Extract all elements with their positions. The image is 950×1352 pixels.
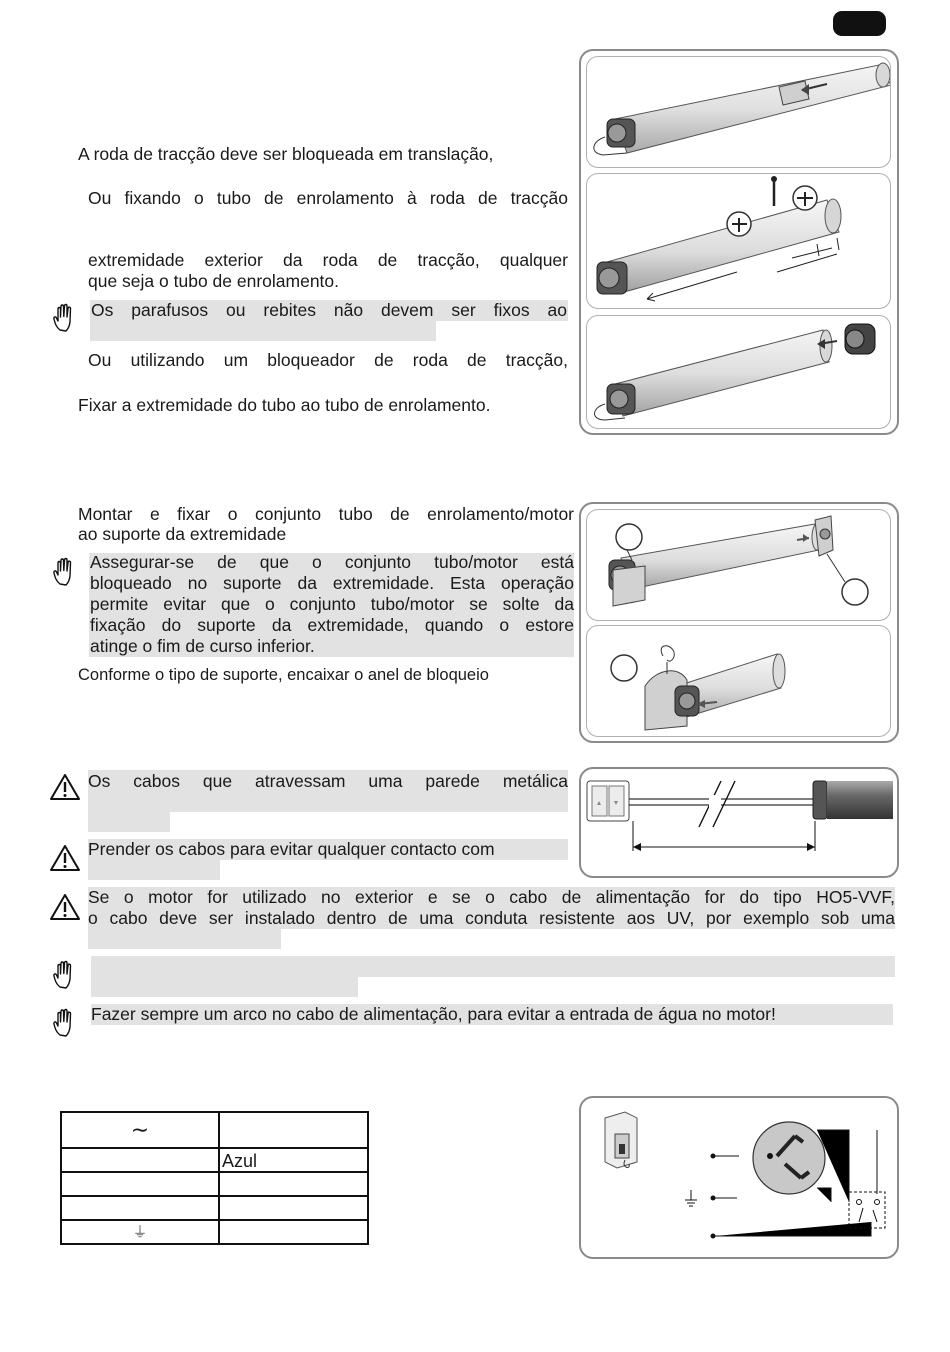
table-cell bbox=[61, 1196, 219, 1220]
figure-tube-screws bbox=[586, 173, 891, 309]
table-cell: ∼ bbox=[61, 1112, 219, 1148]
warning-highlight bbox=[88, 860, 220, 880]
warning-text: Prender os cabos para evitar qualquer contacto com bbox=[88, 839, 495, 859]
warning-triangle-icon bbox=[49, 893, 81, 921]
table-row bbox=[61, 1172, 368, 1196]
figure-tube-blocker bbox=[586, 315, 891, 429]
hand-stop-icon bbox=[52, 303, 80, 333]
wiring-table bbox=[60, 1111, 369, 1245]
hand-stop-icon bbox=[52, 1008, 80, 1038]
note-text: Os parafusos ou rebites não devem ser fixos ao bbox=[91, 300, 567, 320]
note-text: Fazer sempre um arco no cabo de alimentação, para evitar a entrada de água no motor! bbox=[91, 1004, 776, 1024]
note-line: Assegurar-se de que o conjunto tubo/motor está bbox=[90, 552, 574, 572]
text-line: extremidade exterior da roda de tracção, qualquer bbox=[88, 250, 568, 270]
table-row bbox=[61, 1112, 368, 1148]
note-line: bloqueado no suporte da extremidade. Esta operação bbox=[90, 573, 574, 593]
text-line: Ou fixando o tubo de enrolamento à roda de tracção bbox=[88, 188, 568, 208]
table-cell: Azul bbox=[219, 1148, 368, 1172]
text-line: Ou utilizando um bloqueador de roda de tracção, bbox=[88, 350, 568, 370]
text-line: Montar e fixar o conjunto tubo de enrolamento/motor bbox=[78, 504, 574, 524]
text-line: ao suporte da extremidade bbox=[78, 524, 287, 544]
warning-triangle-icon bbox=[49, 844, 81, 872]
note-highlight bbox=[91, 956, 895, 977]
text-line: Fixar a extremidade do tubo ao tubo de enrolamento. bbox=[78, 395, 491, 415]
figure-tube-mount bbox=[586, 509, 891, 621]
figure-panel-wiring-diagram bbox=[579, 1096, 899, 1259]
table-cell bbox=[219, 1112, 368, 1148]
text-line: que seja o tubo de enrolamento. bbox=[88, 271, 340, 291]
figure-panel-cable bbox=[579, 767, 899, 878]
ground-symbol: ⏚ bbox=[61, 1220, 219, 1244]
note-highlight bbox=[91, 977, 358, 997]
warning-text: Os cabos que atravessam uma parede metálica bbox=[88, 771, 568, 791]
table-row bbox=[61, 1220, 368, 1244]
figure-lock-ring bbox=[586, 625, 891, 737]
table-cell bbox=[219, 1220, 368, 1244]
warning-text: Se o motor for utilizado no exterior e se o cabo de alimentação for do tipo HO5-VVF, bbox=[88, 887, 895, 907]
warning-text: o cabo deve ser instalado dentro de uma conduta resistente aos UV, por exemplo sob uma bbox=[88, 908, 895, 928]
hand-stop-icon bbox=[52, 960, 80, 990]
table-cell bbox=[61, 1148, 219, 1172]
figure-panel-bracket bbox=[579, 502, 899, 743]
warning-triangle-icon bbox=[49, 773, 81, 801]
figure-tube-insert bbox=[586, 56, 891, 168]
note-highlight bbox=[90, 321, 436, 341]
figure-panel-tube-fixing bbox=[579, 49, 899, 435]
table-row bbox=[61, 1148, 368, 1172]
text-line: Conforme o tipo de suporte, encaixar o anel de bloqueio bbox=[78, 666, 489, 684]
table-row bbox=[61, 1196, 368, 1220]
note-line: permite evitar que o conjunto tubo/motor se solte da bbox=[90, 594, 574, 614]
table-cell bbox=[219, 1196, 368, 1220]
note-line: fixação do suporte da extremidade, quando o estore bbox=[90, 615, 574, 635]
table-cell bbox=[219, 1172, 368, 1196]
hand-stop-icon bbox=[52, 557, 80, 587]
table-cell bbox=[61, 1172, 219, 1196]
warning-highlight bbox=[88, 812, 170, 832]
text-line: A roda de tracção deve ser bloqueada em translação, bbox=[78, 144, 494, 164]
note-line: atinge o fim de curso inferior. bbox=[90, 636, 315, 656]
warning-highlight bbox=[88, 929, 281, 949]
page-number-tab bbox=[833, 11, 886, 36]
